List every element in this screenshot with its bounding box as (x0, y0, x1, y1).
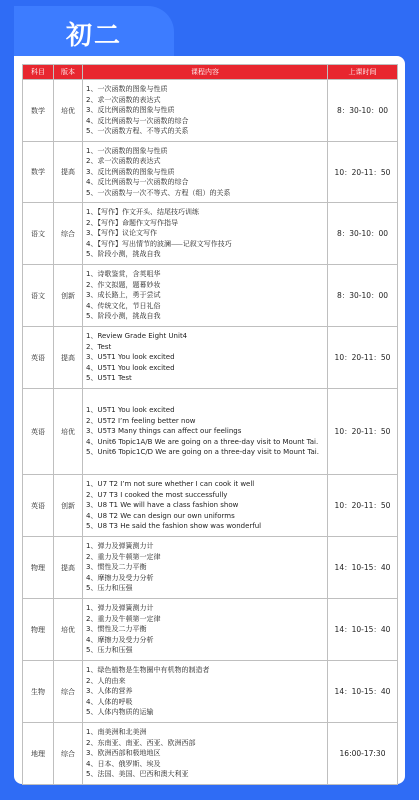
content-line: 1、南美洲和北美洲 (86, 728, 147, 737)
table-row (23, 661, 398, 723)
table-row (23, 265, 398, 327)
table-row (23, 723, 398, 785)
table-body (23, 80, 398, 785)
content-line: 5、法国、美国、巴西和澳大利亚 (86, 770, 189, 779)
content-line: 2、【写作】命题作文写作指导 (86, 218, 178, 227)
time-cell: 10：20-11：50 (328, 142, 398, 203)
version-cell: 创新 (54, 265, 83, 327)
subject-cell: 物理 (23, 599, 54, 661)
content-line: 2、Test (86, 342, 112, 351)
version-cell: 培优 (54, 389, 83, 475)
subject-cell: 语文 (23, 265, 54, 327)
content-line: 2、求一次函数的表达式 (86, 157, 161, 166)
content-line: 4、Unit6 Topic1A/B We are going on a three-day visit to Mount Tai. (86, 437, 319, 446)
content-line: 5、U5T1 Test (86, 374, 132, 383)
content-line: 2、人的由来 (86, 676, 126, 685)
content-line: 4、摩擦力及受力分析 (86, 635, 154, 644)
content-line: 3、U8 T1 We will have a class fashion show (86, 501, 239, 510)
content-cell (83, 661, 328, 723)
subject-cell: 地理 (23, 723, 54, 785)
content-line: 2、求一次函数的表达式 (86, 95, 161, 104)
page-title: 初二 (65, 20, 122, 51)
content-line: 5、压力和压强 (86, 584, 133, 593)
subject-cell: 数学 (23, 80, 54, 142)
content-line: 3、U5T1 You look excited (86, 353, 175, 362)
content-line: 4、U8 T2 We can design our own uniforms (86, 511, 235, 520)
content-line: 2、重力及牛顿第一定律 (86, 552, 161, 561)
content-line: 4、传统文化，节日礼俗 (86, 301, 161, 310)
table-header-row (23, 65, 398, 80)
version-cell: 综合 (54, 203, 83, 265)
content-cell (83, 389, 328, 475)
version-cell: 综合 (54, 723, 83, 785)
content-line: 2、重力及牛顿第一定律 (86, 614, 161, 623)
version-cell: 培优 (54, 80, 83, 142)
content-cell (83, 475, 328, 537)
version-cell: 培优 (54, 599, 83, 661)
content-line: 3、反比例函数的图象与性质 (86, 167, 175, 176)
content-line: 5、一次函数方程、不等式的关系 (86, 127, 189, 136)
content-line: 1、弹力及弹簧测力计 (86, 542, 154, 551)
table-row (23, 599, 398, 661)
content-line: 3、U5T3 Many things can affect our feelings (86, 427, 242, 436)
time-cell: 8：30-10：00 (328, 80, 398, 142)
table-row (23, 327, 398, 389)
time-cell: 10：20-11：50 (328, 389, 398, 475)
content-line: 5、一次函数与一次不等式、方程（组）的关系 (86, 188, 231, 197)
content-line: 1、诗歌鉴赏，含英咀华 (86, 270, 161, 279)
subject-cell: 英语 (23, 389, 54, 475)
content-line: 5、阶段小测，挑战自我 (86, 312, 161, 321)
version-cell: 综合 (54, 661, 83, 723)
content-line: 4、反比例函数与一次函数的综合 (86, 178, 189, 187)
content-cell (83, 723, 328, 785)
content-line: 5、U8 T3 He said the fashion show was wonderful (86, 522, 262, 531)
schedule-table (22, 64, 398, 785)
table-row (23, 203, 398, 265)
content-line: 1、Review Grade Eight Unit4 (86, 332, 188, 341)
version-cell: 提高 (54, 327, 83, 389)
content-cell (83, 142, 328, 203)
content-line: 4、U5T1 You look excited (86, 363, 175, 372)
header-version: 版本 (54, 65, 83, 80)
header-content: 课程内容 (83, 65, 328, 80)
content-line: 1、【写作】作文开头、结尾技巧训练 (86, 208, 199, 217)
content-line: 1、绿色植物是生物圈中有机物的制造者 (86, 666, 210, 675)
time-cell: 14：10-15：40 (328, 599, 398, 661)
content-cell (83, 80, 328, 142)
content-line: 4、人体的呼吸 (86, 697, 133, 706)
content-line: 3、【写作】议论文写作 (86, 229, 157, 238)
content-line: 2、作文拟题，题幕妙妆 (86, 280, 161, 289)
content-cell (83, 327, 328, 389)
subject-cell: 英语 (23, 327, 54, 389)
content-line: 5、阶段小测，挑战自我 (86, 250, 161, 259)
subject-cell: 语文 (23, 203, 54, 265)
content-line: 3、惯性及二力平衡 (86, 625, 147, 634)
content-cell (83, 265, 328, 327)
content-line: 2、东南亚、南亚、西亚、欧洲西部 (86, 738, 196, 747)
table-row (23, 537, 398, 599)
content-line: 3、成长路上，勇于尝试 (86, 291, 161, 300)
header-subject: 科目 (23, 65, 54, 80)
time-cell: 14：10-15：40 (328, 537, 398, 599)
content-line: 1、U5T1 You look excited (86, 406, 175, 415)
content-line: 1、弹力及弹簧测力计 (86, 604, 154, 613)
subject-cell: 物理 (23, 537, 54, 599)
time-cell: 16:00-17:30 (328, 723, 398, 785)
content-line: 3、人体的营养 (86, 687, 133, 696)
content-cell (83, 203, 328, 265)
table-row (23, 475, 398, 537)
content-line: 3、反比例函数的图象与性质 (86, 106, 175, 115)
table-row (23, 142, 398, 203)
version-cell: 创新 (54, 475, 83, 537)
version-cell: 提高 (54, 537, 83, 599)
subject-cell: 数学 (23, 142, 54, 203)
time-cell: 14：10-15：40 (328, 661, 398, 723)
time-cell: 8：30-10：00 (328, 203, 398, 265)
time-cell: 8：30-10：00 (328, 265, 398, 327)
content-line: 2、U5T2 I’m feeling better now (86, 416, 196, 425)
content-line: 1、一次函数的图象与性质 (86, 146, 168, 155)
content-line: 4、摩擦力及受力分析 (86, 573, 154, 582)
content-line: 2、U7 T3 I cooked the most successfully (86, 490, 228, 499)
content-line: 1、一次函数的图象与性质 (86, 85, 168, 94)
schedule-card (14, 56, 405, 784)
content-line: 1、U7 T2 I’m not sure whether I can cook it well (86, 480, 255, 489)
content-line: 3、欧洲西部和极地地区 (86, 749, 161, 758)
table-row (23, 80, 398, 142)
time-cell: 10：20-11：50 (328, 475, 398, 537)
title-tab (14, 6, 174, 60)
subject-cell: 生物 (23, 661, 54, 723)
content-cell (83, 537, 328, 599)
content-line: 4、反比例函数与一次函数的综合 (86, 116, 189, 125)
content-cell (83, 599, 328, 661)
content-line: 5、Unit6 Topic1C/D We are going on a three-day visit to Mount Tai. (86, 448, 319, 457)
content-line: 5、人体内物质的运输 (86, 708, 154, 717)
content-line: 4、【写作】写出情节的波澜⸺记叙文写作技巧 (86, 239, 232, 248)
content-line: 5、压力和压强 (86, 646, 133, 655)
header-time: 上课时间 (328, 65, 398, 80)
version-cell: 提高 (54, 142, 83, 203)
content-line: 3、惯性及二力平衡 (86, 563, 147, 572)
subject-cell: 英语 (23, 475, 54, 537)
time-cell: 10：20-11：50 (328, 327, 398, 389)
content-line: 4、日本、俄罗斯、埃及 (86, 759, 161, 768)
table-row (23, 389, 398, 475)
